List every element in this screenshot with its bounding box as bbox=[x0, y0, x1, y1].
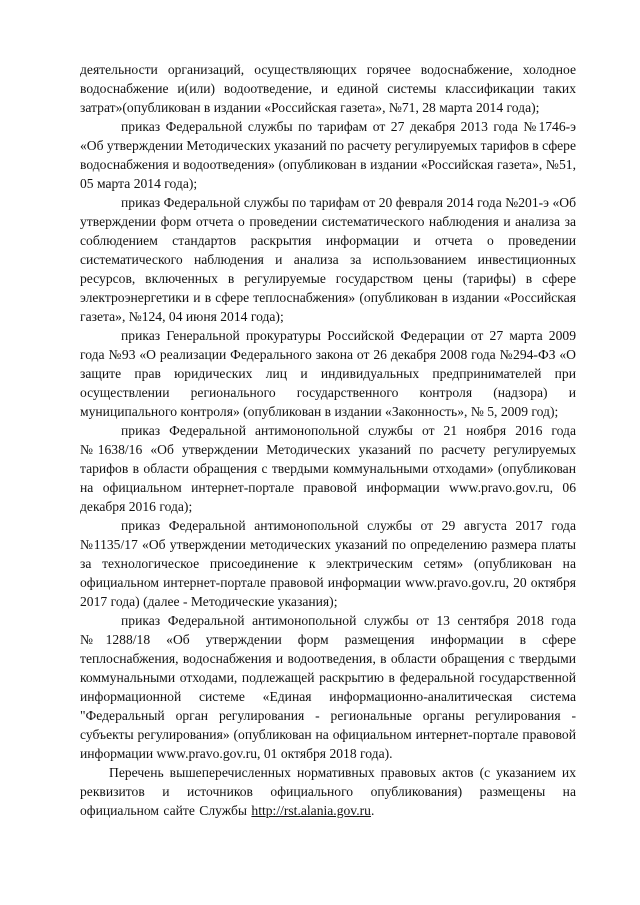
paragraph-prosecutor-order-93: приказ Генеральной прокуратуры Российской Федерации от 27 марта 2009 года №93 «О реализации Федерального закона от 26 декабря 2008 года №294-ФЗ «О защите прав юридических лиц и индивидуальных предпринимателей при осуществлении регионального государственного контроля (надзора) и муниципального контроля» (опубликован в издании «Законность», № 5, 2009 год); bbox=[80, 328, 576, 419]
closing-paragraph bbox=[80, 763, 576, 820]
paragraph-fas-order-1288: приказ Федеральной антимонопольной службы от 13 сентября 2018 года №1288/18 «Об утверждении форм размещения информации в сфере теплоснабжения, водоснабжения и водоотведения, в области обращения с твердыми коммунальными отходами, подлежащей раскрытию в федеральной государственной информационной системе «Единая информационно-аналитическая система "Федеральный орган регулирования - региональные органы регулирования - субъекты регулирования» (опубликован на официальном интернет-портале правовой информации www.pravo.gov.ru, 01 октября 2018 года). bbox=[80, 613, 576, 761]
paragraph-continuation: деятельности организаций, осуществляющих горячее водоснабжение, холодное водоснабжение и(или) водоотведение, и единой системы классификации таких затрат»(опубликован в издании «Российская газета», №71, 28 марта 2014 года); bbox=[80, 62, 576, 115]
closing-text: Перечень вышеперечисленных нормативных правовых актов (с указанием их реквизитов и источников официального опубликования) размещены на официальном сайте Службы bbox=[80, 765, 576, 818]
paragraph-fas-order-1638: приказ Федеральной антимонопольной службы от 21 ноября 2016 года №1638/16 «Об утверждении Методических указаний по расчету регулируемых тарифов в области обращения с твердыми коммунальными отходами» (опубликован на официальном интернет-портале правовой информации www.pravo.gov.ru, 06 декабря 2016 года); bbox=[80, 423, 576, 514]
paragraph-fas-order-1135: приказ Федеральной антимонопольной службы от 29 августа 2017 года №1135/17 «Об утверждении методических указаний по определению размера платы за технологическое присоединение к электрическим сетям» (опубликован на официальном интернет-портале правовой информации www.pravo.gov.ru, 20 октября 2017 года) (далее - Методические указания); bbox=[80, 518, 576, 609]
closing-trailing: . bbox=[370, 803, 375, 818]
service-website-link[interactable]: http://rst.alania.gov.ru bbox=[251, 803, 371, 818]
document-page bbox=[80, 60, 576, 820]
paragraph-fst-order-1746: приказ Федеральной службы по тарифам от 27 декабря 2013 года №1746-э «Об утверждении Методических указаний по расчету регулируемых тарифов в сфере водоснабжения и водоотведения» (опубликован в издании «Российская газета», №51, 05 марта 2014 года); bbox=[80, 119, 576, 191]
paragraph-fst-order-201: приказ Федеральной службы по тарифам от 20 февраля 2014 года №201-э «Об утверждении форм отчета о проведении систематического наблюдения и анализа за соблюдением стандартов раскрытия информации и отчета о проведении систематического наблюдения и анализа за использованием инвестиционных ресурсов, включенных в регулируемые государством цены (тарифы) в сфере электроэнергетики и в сфере теплоснабжения» (опубликован в издании «Российская газета», №124, 04 июня 2014 года); bbox=[80, 195, 576, 324]
